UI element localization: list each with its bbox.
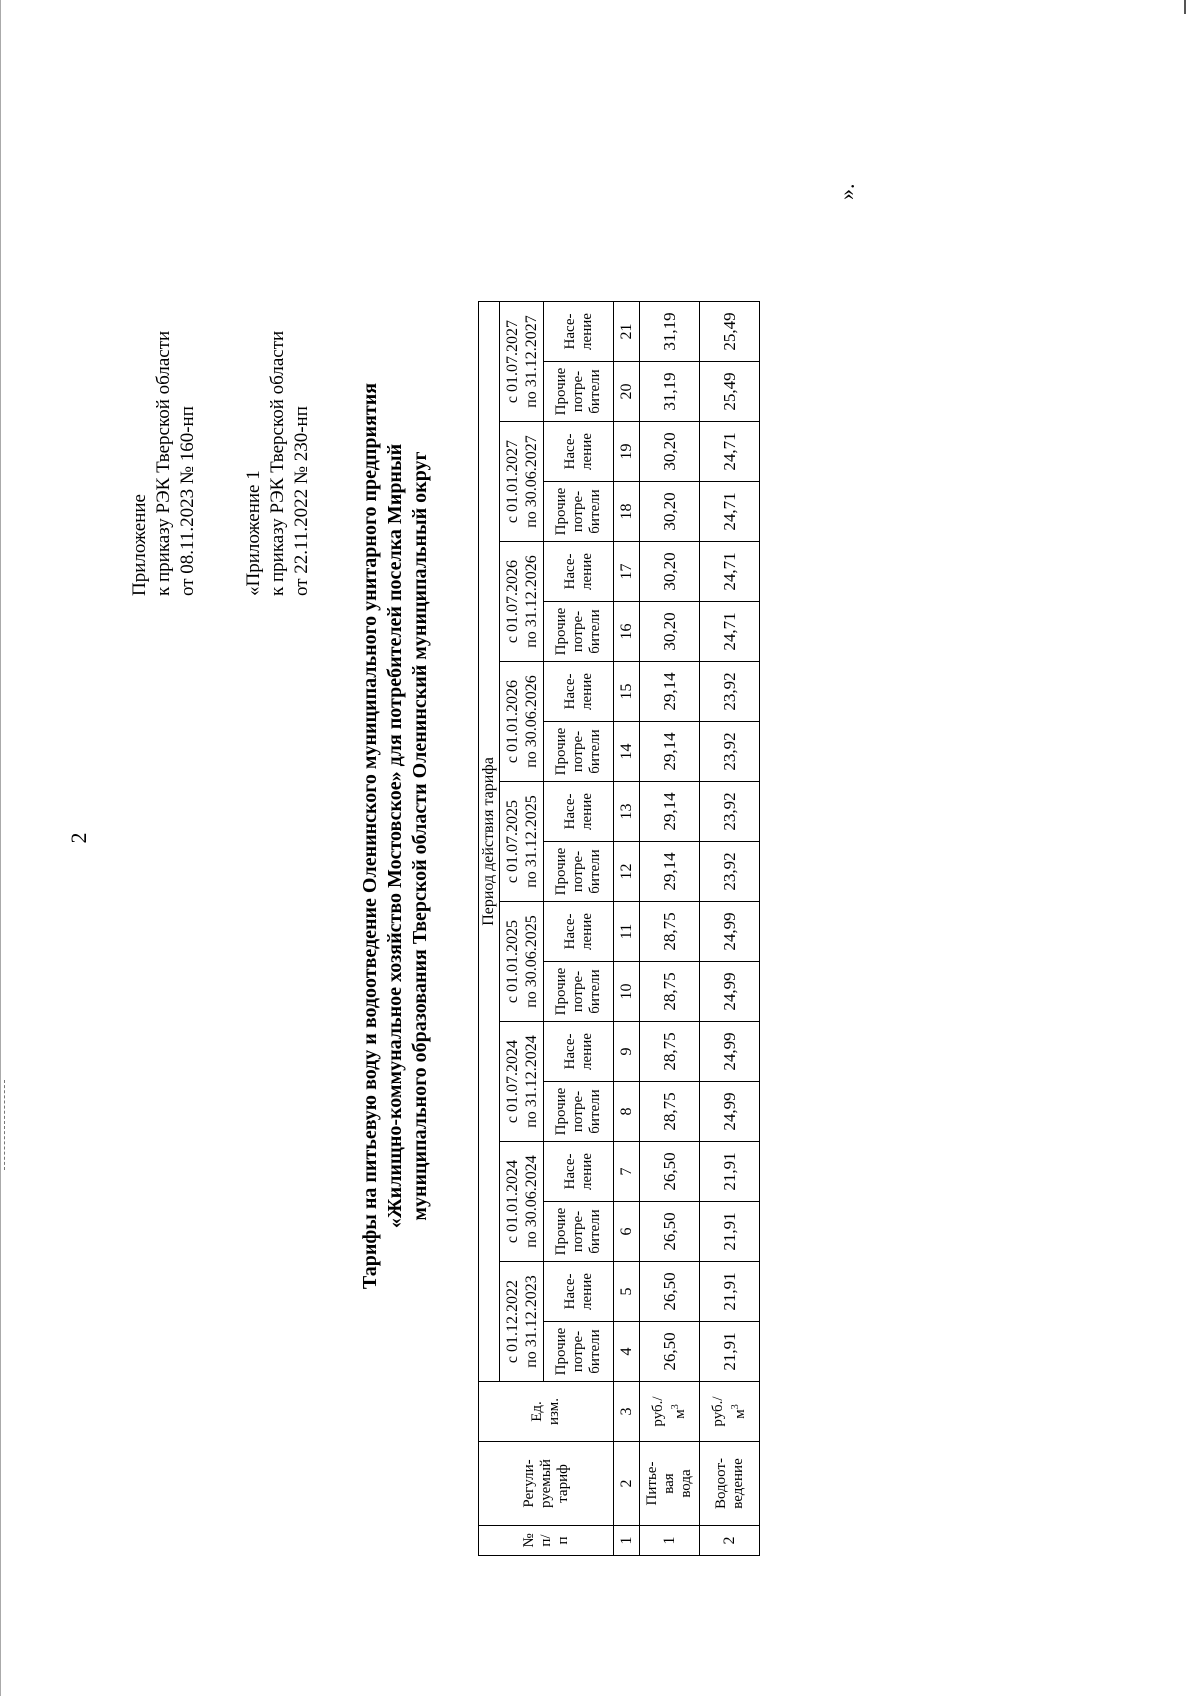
column-number: 10 xyxy=(614,962,640,1022)
period-cell xyxy=(500,1142,544,1262)
cell-line: м xyxy=(672,1409,688,1419)
cell-line: потре- xyxy=(570,490,586,533)
unit-superscript: 3 xyxy=(670,1404,681,1410)
population-header xyxy=(544,1262,614,1322)
cell-line: Прочие xyxy=(553,487,569,536)
column-number: 14 xyxy=(614,722,640,782)
cell-line: с 01.12.2022 xyxy=(503,1279,521,1364)
tariff-value: 24,99 xyxy=(700,962,760,1022)
tariff-value: 26,50 xyxy=(640,1202,700,1262)
appendix-line: к приказу РЭК Тверской области xyxy=(267,330,288,596)
tariff-value: 21,91 xyxy=(700,1142,760,1202)
column-number: 19 xyxy=(614,422,640,482)
tariff-value: 30,20 xyxy=(640,542,700,602)
tariff-value: 26,50 xyxy=(640,1322,700,1382)
tariff-value: 29,14 xyxy=(640,662,700,722)
cell-line: Насе- xyxy=(561,1273,578,1310)
cell-line: с 01.07.2025 xyxy=(503,799,521,884)
cell-line: Прочие xyxy=(553,607,569,656)
period-cell xyxy=(500,422,544,542)
cell-line: по 31.12.2025 xyxy=(522,795,540,888)
population-header xyxy=(544,782,614,842)
column-number: 4 xyxy=(614,1322,640,1382)
row-number: 2 xyxy=(700,1526,760,1556)
cell-line: Насе- xyxy=(561,313,578,350)
tariff-value: 30,20 xyxy=(640,602,700,662)
other-consumers-header xyxy=(544,1322,614,1382)
cell-line: с 01.01.2025 xyxy=(503,919,521,1004)
cell-line: Прочие xyxy=(553,847,569,896)
column-number: 3 xyxy=(614,1382,640,1442)
period-cell xyxy=(500,1262,544,1382)
cell-line: бители xyxy=(587,609,603,654)
unit-superscript: 3 xyxy=(730,1404,741,1410)
cell-line: бители xyxy=(587,369,603,414)
cell-line: по 31.12.2027 xyxy=(522,315,540,408)
appendix-line: к приказу РЭК Тверской области xyxy=(153,330,174,596)
cell-line: Насе- xyxy=(561,1153,578,1190)
tariff-value: 23,92 xyxy=(700,662,760,722)
closing-quote: ». xyxy=(834,183,859,200)
unit xyxy=(640,1382,700,1442)
population-header xyxy=(544,662,614,722)
column-number: 17 xyxy=(614,542,640,602)
cell-line: по 30.06.2025 xyxy=(522,915,540,1008)
appendix-line: от 08.11.2023 № 160-нп xyxy=(177,406,198,596)
cell-line: Насе- xyxy=(561,1033,578,1070)
cell-line: ление xyxy=(578,1273,595,1310)
cell-line: вая xyxy=(661,1473,677,1494)
other-consumers-header xyxy=(544,842,614,902)
period-cell xyxy=(500,302,544,422)
cell-line: бители xyxy=(587,1209,603,1254)
column-number: 6 xyxy=(614,1202,640,1262)
tariff-value: 30,20 xyxy=(640,482,700,542)
cell-line: Насе- xyxy=(561,673,578,710)
cell-line: Насе- xyxy=(561,433,578,470)
cell-line: руб./ xyxy=(710,1396,726,1427)
tariff-value: 28,75 xyxy=(640,962,700,1022)
tariff-value: 24,99 xyxy=(700,1022,760,1082)
column-number: 1 xyxy=(614,1526,640,1556)
header-row xyxy=(479,302,500,1556)
cell-line: потре- xyxy=(570,730,586,773)
population-header xyxy=(544,1142,614,1202)
appendix-line: Приложение xyxy=(129,494,150,596)
cell-line: по 30.06.2024 xyxy=(522,1155,540,1248)
tariff-value: 21,91 xyxy=(700,1262,760,1322)
population-header xyxy=(544,1022,614,1082)
cell-line: потре- xyxy=(570,1090,586,1133)
cell-line: Водоот- xyxy=(712,1457,729,1510)
tariff-value: 21,91 xyxy=(700,1322,760,1382)
tariff-value: 26,50 xyxy=(640,1262,700,1322)
cell-line: бители xyxy=(587,1089,603,1134)
tariff-value: 26,50 xyxy=(640,1142,700,1202)
appendix-line: «Приложение 1 xyxy=(243,470,264,596)
periods-row xyxy=(500,302,544,1556)
tariff-value: 28,75 xyxy=(640,1022,700,1082)
other-consumers-header xyxy=(544,1202,614,1262)
other-consumers-header xyxy=(544,1082,614,1142)
cell-line: Прочие xyxy=(553,1207,569,1256)
cell-line: бители xyxy=(587,729,603,774)
cell-line: бители xyxy=(587,969,603,1014)
appendix-line: от 22.11.2022 № 230-нп xyxy=(291,406,312,596)
table-row xyxy=(700,302,760,1556)
column-number: 16 xyxy=(614,602,640,662)
cell-line: ление xyxy=(578,793,595,830)
cell-line: по 30.06.2027 xyxy=(522,435,540,528)
cell-line: с 01.01.2027 xyxy=(503,439,521,524)
column-number: 15 xyxy=(614,662,640,722)
other-consumers-header xyxy=(544,482,614,542)
cell-line: Насе- xyxy=(561,553,578,590)
cell-line: потре- xyxy=(570,1330,586,1373)
period-cell xyxy=(500,542,544,662)
tariff-value: 24,71 xyxy=(700,542,760,602)
cell-line: Прочие xyxy=(553,1087,569,1136)
tariff-value: 25,49 xyxy=(700,302,760,362)
title-line: «Жилищно-коммунальное хозяйство Мостовское» для потребителей поселка Мирный xyxy=(384,443,406,1229)
cell-line: Насе- xyxy=(561,793,578,830)
cell-line: с 01.07.2024 xyxy=(503,1039,521,1124)
cell-line: Питье- xyxy=(644,1461,660,1506)
period-cell xyxy=(500,782,544,902)
column-number: 7 xyxy=(614,1142,640,1202)
cell-line: с 01.07.2027 xyxy=(503,319,521,404)
tariff-value: 28,75 xyxy=(640,902,700,962)
cell-line: ление xyxy=(578,553,595,590)
tariff-value: 30,20 xyxy=(640,422,700,482)
unit-header: Ед. изм. xyxy=(479,1382,614,1442)
population-header xyxy=(544,902,614,962)
cell-line: ление xyxy=(578,433,595,470)
cell-line: с 01.01.2024 xyxy=(503,1159,521,1244)
tariff-value: 23,92 xyxy=(700,782,760,842)
tariff-value: 23,92 xyxy=(700,842,760,902)
tariff-value: 24,99 xyxy=(700,1082,760,1142)
cell-line: потре- xyxy=(570,970,586,1013)
population-header xyxy=(544,302,614,362)
table-row xyxy=(640,302,700,1556)
population-header xyxy=(544,422,614,482)
cell-line: по 31.12.2023 xyxy=(522,1275,540,1368)
tariff-value: 29,14 xyxy=(640,722,700,782)
cell-line: с 01.07.2026 xyxy=(503,559,521,644)
cell-line: бители xyxy=(587,489,603,534)
title-line: муниципального образования Тверской области Оленинский муниципальный округ xyxy=(409,451,431,1221)
other-consumers-header xyxy=(544,722,614,782)
page-number: 2 xyxy=(66,832,91,844)
consumer-types-row xyxy=(544,302,614,1556)
tariff-value: 31,19 xyxy=(640,302,700,362)
title-line: Тарифы на питьевую воду и водоотведение Оленинского муниципального унитарного предприятия xyxy=(359,382,381,1290)
period-label: Период действия тарифа xyxy=(479,302,500,1382)
tariff-name-header: Регули- руемый тариф xyxy=(479,1442,614,1526)
tariff-value: 29,14 xyxy=(640,782,700,842)
cell-line: бители xyxy=(587,849,603,894)
column-number: 5 xyxy=(614,1262,640,1322)
population-header xyxy=(544,542,614,602)
amended-appendix-reference xyxy=(242,331,314,596)
column-number: 2 xyxy=(614,1442,640,1526)
cell-line: м xyxy=(732,1409,748,1419)
other-consumers-header xyxy=(544,362,614,422)
cell-line: ление xyxy=(578,313,595,350)
cell-line: ление xyxy=(578,1033,595,1070)
tariff-value: 25,49 xyxy=(700,362,760,422)
tariff-value: 21,91 xyxy=(700,1202,760,1262)
cell-line: потре- xyxy=(570,610,586,653)
tariff-value: 29,14 xyxy=(640,842,700,902)
column-number: 8 xyxy=(614,1082,640,1142)
period-cell xyxy=(500,1022,544,1142)
cell-line: Насе- xyxy=(561,913,578,950)
document-title xyxy=(358,296,433,1376)
column-number: 20 xyxy=(614,362,640,422)
cell-line: по 30.06.2026 xyxy=(522,675,540,768)
other-consumers-header xyxy=(544,962,614,1022)
tariff-value: 23,92 xyxy=(700,722,760,782)
cell-line: потре- xyxy=(570,370,586,413)
cell-line: ление xyxy=(578,1153,595,1190)
tariff-value: 24,71 xyxy=(700,482,760,542)
cell-line: ление xyxy=(578,913,595,950)
column-number: 11 xyxy=(614,902,640,962)
cell-line: с 01.01.2026 xyxy=(503,679,521,764)
period-cell xyxy=(500,662,544,782)
cell-line: вода xyxy=(678,1469,694,1498)
period-cell xyxy=(500,902,544,1022)
cell-line: бители xyxy=(587,1329,603,1374)
cell-line: Прочие xyxy=(553,367,569,416)
unit xyxy=(700,1382,760,1442)
column-number: 21 xyxy=(614,302,640,362)
tariff-name xyxy=(640,1442,700,1526)
cell-line: ведение xyxy=(729,1458,746,1509)
column-number: 9 xyxy=(614,1022,640,1082)
appendix-reference xyxy=(128,331,200,596)
cell-line: руб./ xyxy=(650,1396,666,1427)
cell-line: потре- xyxy=(570,850,586,893)
cell-line: Прочие xyxy=(553,967,569,1016)
tariff-value: 24,71 xyxy=(700,422,760,482)
tariff-value: 31,19 xyxy=(640,362,700,422)
num-header: № п/ п xyxy=(479,1526,614,1556)
column-number: 12 xyxy=(614,842,640,902)
cell-line: Прочие xyxy=(553,1327,569,1376)
tariff-value: 24,71 xyxy=(700,602,760,662)
other-consumers-header xyxy=(544,602,614,662)
cell-line: ление xyxy=(578,673,595,710)
tariff-value: 24,99 xyxy=(700,902,760,962)
column-number: 18 xyxy=(614,482,640,542)
cell-line: по 31.12.2026 xyxy=(522,555,540,648)
tariff-value: 28,75 xyxy=(640,1082,700,1142)
tariff-name xyxy=(700,1442,760,1526)
cell-line: по 31.12.2024 xyxy=(522,1035,540,1128)
column-numbers-row xyxy=(614,302,640,1556)
cell-line: потре- xyxy=(570,1210,586,1253)
tariff-table xyxy=(478,301,760,1556)
column-number: 13 xyxy=(614,782,640,842)
row-number: 1 xyxy=(640,1526,700,1556)
cell-line: Прочие xyxy=(553,727,569,776)
